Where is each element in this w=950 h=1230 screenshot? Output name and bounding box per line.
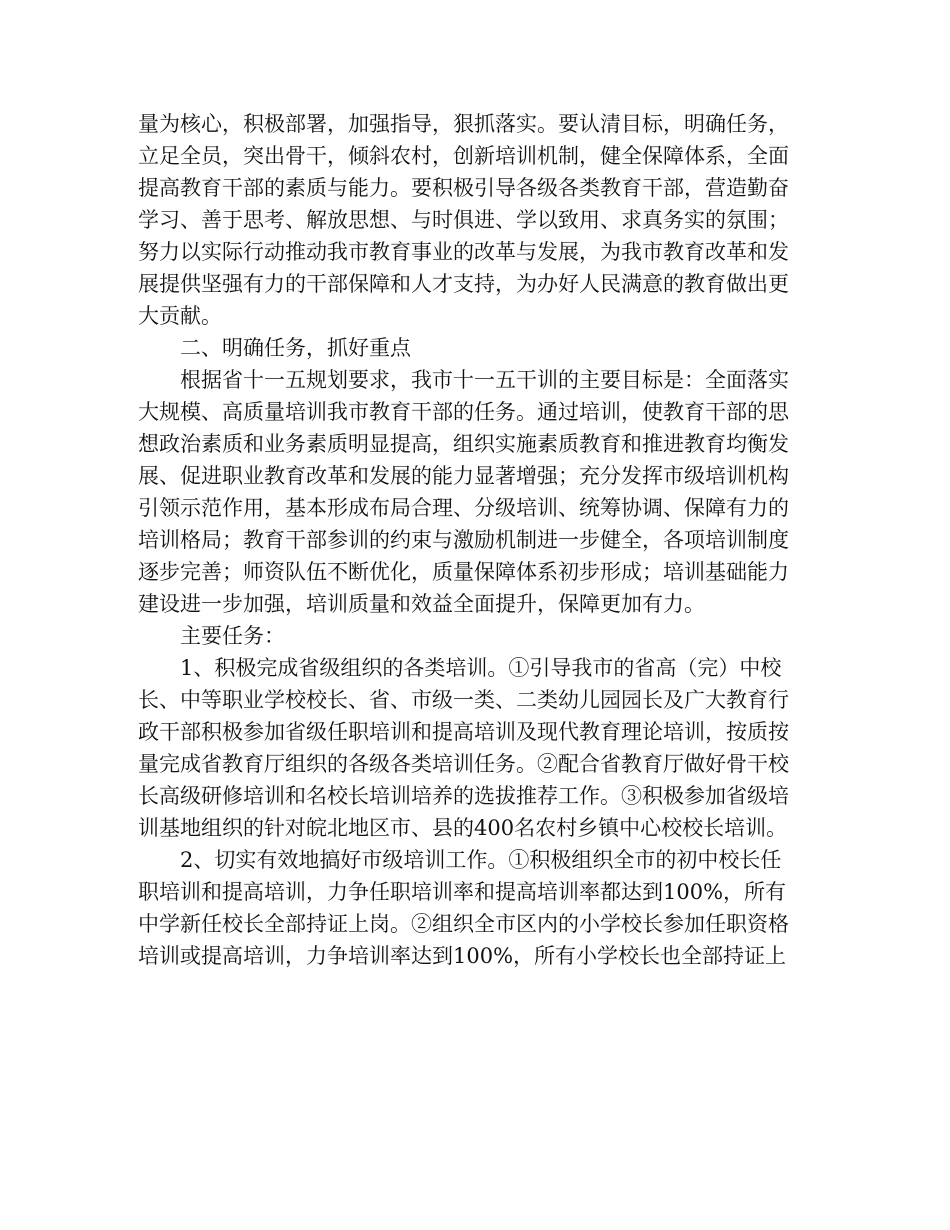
text-line: 建设进一步加强，培训质量和效益全面提升，保障更加有力。: [138, 592, 705, 616]
text-line: 学习、善于思考、解放思想、与时俱进、学以致用、求真务实的氛围；: [138, 208, 789, 232]
subsection-heading: 主要任务：: [138, 624, 285, 648]
text-line: 立足全员，突出骨干，倾斜农村，创新培训机制，健全保障体系，全面: [138, 144, 789, 168]
text-line: 大规模、高质量培训我市教育干部的任务。通过培训，使教育干部的思: [138, 400, 789, 424]
text-line: 职培训和提高培训，力争任职培训率和提高培训率都达到100%，所有: [138, 880, 787, 904]
text-line: 努力以实际行动推动我市教育事业的改革与发展，为我市教育改革和发: [138, 240, 789, 264]
text-line: 逐步完善；师资队伍不断优化，质量保障体系初步形成；培训基础能力: [138, 560, 789, 584]
text-line: 2、切实有效地搞好市级培训工作。①积极组织全市的初中校长任: [138, 848, 782, 872]
text-line: 展、促进职业教育改革和发展的能力显著增强；充分发挥市级培训机构: [138, 464, 789, 488]
text-line: 量为核心，积极部署，加强指导，狠抓落实。要认清目标，明确任务，: [138, 112, 789, 136]
text-line: 根据省十一五规划要求，我市十一五干训的主要目标是：全面落实: [138, 368, 789, 392]
text-line: 量完成省教育厅组织的各级各类培训任务。②配合省教育厅做好骨干校: [138, 752, 789, 776]
text-line: 提高教育干部的素质与能力。要积极引导各级各类教育干部，营造勤奋: [138, 176, 789, 200]
text-line: 训基地组织的针对皖北地区市、县的400名农村乡镇中心校校长培训。: [138, 816, 788, 840]
text-line: 长高级研修培训和名校长培训培养的选拔推荐工作。③积极参加省级培: [138, 784, 789, 808]
text-line: 中学新任校长全部持证上岗。②组织全市区内的小学校长参加任职资格: [138, 912, 789, 936]
text-line: 政干部积极参加省级任职培训和提高培训及现代教育理论培训，按质按: [138, 720, 789, 744]
text-line: 大贡献。: [138, 304, 222, 328]
text-line: 培训格局；教育干部参训的约束与激励机制进一步健全，各项培训制度: [138, 528, 789, 552]
text-line: 1、积极完成省级组织的各类培训。①引导我市的省高（完）中校: [138, 656, 782, 680]
section-heading: 二、明确任务，抓好重点: [138, 336, 411, 360]
document-body: [138, 108, 814, 972]
text-line: 想政治素质和业务素质明显提高，组织实施素质教育和推进教育均衡发: [138, 432, 789, 456]
text-line: 展提供坚强有力的干部保障和人才支持，为办好人民满意的教育做出更: [138, 272, 789, 296]
text-line: 长、中等职业学校校长、省、市级一类、二类幼儿园园长及广大教育行: [138, 688, 789, 712]
text-line: 培训或提高培训，力争培训率达到100%，所有小学校长也全部持证上: [138, 944, 787, 968]
text-line: 引领示范作用，基本形成布局合理、分级培训、统筹协调、保障有力的: [138, 496, 789, 520]
